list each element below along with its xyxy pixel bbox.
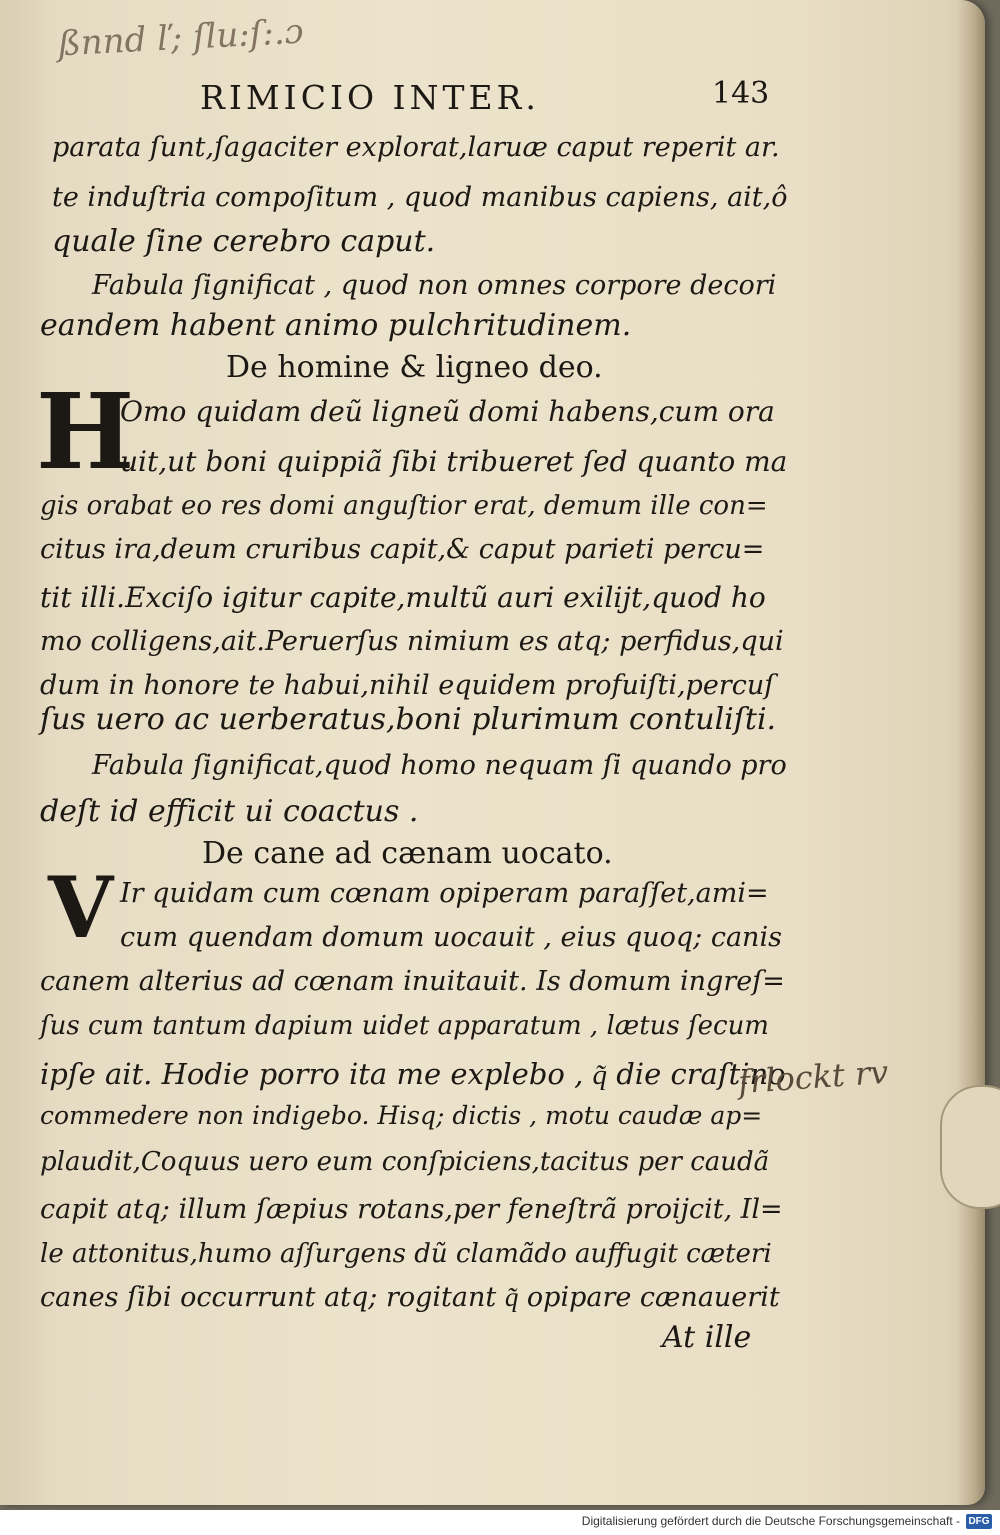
text-line: plaudit,Coquus uero eum conſpiciens,tacitus per caudã <box>40 1147 770 1177</box>
section-heading: De homine & ligneo deo. <box>226 350 603 385</box>
footer-credit: Digitalisierung gefördert durch die Deutsche Forschungsgemeinschaft - <box>581 1514 960 1528</box>
text-line: Ir quidam cum cœnam opiperam paraſſet,ami= <box>120 878 769 909</box>
book-clasp <box>940 1085 1000 1209</box>
text-line: tit illi.Exciſo igitur capite,multũ auri exilijt,quod ho <box>40 581 766 614</box>
page-number: 143 <box>712 76 770 111</box>
section-heading: De cane ad cænam uocato. <box>202 836 613 871</box>
page-edge-shadow <box>957 0 985 1505</box>
handwritten-annotation-top: ßnnd ľ; ſlu:ſ:.ɔ <box>57 11 305 65</box>
text-line: ipſe ait. Hodie porro ita me explebo , q͂ die craſtino <box>40 1057 786 1091</box>
text-line: eandem habent animo pulchritudinem. <box>40 308 632 343</box>
text-line: deſt id efficit ui coactus . <box>40 794 419 829</box>
digitization-footer <box>0 1510 1000 1535</box>
text-line: canem alterius ad cœnam inuitauit. Is domum ingreſ= <box>40 966 785 997</box>
catchword: At ille <box>662 1320 752 1355</box>
text-line: ſus uero ac uerberatus,boni plurimum contuliſti. <box>40 702 777 737</box>
text-line: gis orabat eo res domi anguſtior erat, demum ille con= <box>40 491 768 521</box>
running-head: RIMICIO INTER. <box>200 78 540 117</box>
text-line: te induſtria compoſitum , quod manibus capiens, ait,ô <box>52 182 788 213</box>
text-line: capit atq; illum ſæpius rotans,per feneſtrã proijcit, Il= <box>40 1194 783 1225</box>
text-line: quale ſine cerebro caput. <box>52 224 436 259</box>
text-line: Fabula ſignificat , quod non omnes corpore decori <box>92 270 777 301</box>
text-line: Omo quidam deũ ligneũ domi habens,cum ora <box>120 395 775 428</box>
drop-capital: V <box>48 858 114 957</box>
text-line: dum in honore te habui,nihil equidem profuiſti,percuſ <box>40 670 775 701</box>
text-line: cum quendam domum uocauit , eius quoq; canis <box>120 922 782 953</box>
dfg-logo: DFG <box>966 1514 992 1529</box>
text-line: uit,ut boni quippiã ſibi tribueret ſed quanto ma <box>120 445 788 478</box>
text-line: citus ira,deum cruribus capit,& caput parieti percu= <box>40 534 765 565</box>
text-line: commedere non indigebo. Hisq; dictis , motu caudæ ap= <box>40 1101 763 1130</box>
drop-capital: H <box>36 370 135 493</box>
text-line: parata ſunt,ſagaciter explorat,laruæ caput reperit ar. <box>52 132 780 163</box>
text-line: ſus cum tantum dapium uidet apparatum , lætus ſecum <box>40 1011 769 1041</box>
text-line: canes ſibi occurrunt atq; rogitant q͂ opipare cænauerit <box>40 1282 780 1313</box>
text-line: Fabula ſignificat,quod homo nequam ſi quando pro <box>92 750 787 781</box>
text-line: mo colligens,ait.Peruerſus nimium es atq; perfidus,qui <box>40 626 784 657</box>
text-line: le attonitus,humo aſſurgens dũ clamãdo auffugit cæteri <box>40 1239 772 1269</box>
handwritten-margin-note: frlockt rv <box>736 1052 890 1102</box>
